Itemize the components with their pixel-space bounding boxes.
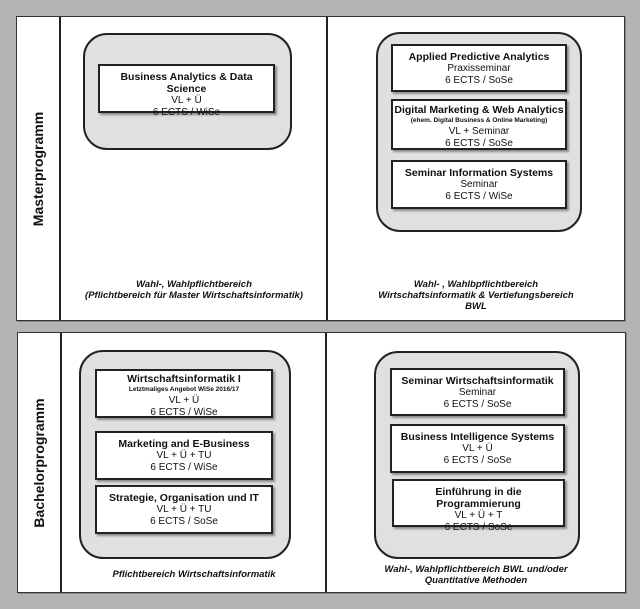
master-right-caption [328,279,624,312]
course-title: Business Intelligence Systems [400,431,555,443]
master-label: Masterprogramm [30,111,46,226]
caption-line: Wirtschaftsinformatik & Vertiefungsbereich [378,290,574,301]
caption-line: BWL [465,301,487,312]
course-title: Digital Marketing & Web Analytics [394,104,564,116]
course-format: VL + Ü [168,395,200,406]
course-card [95,431,273,480]
caption-line: Quantitative Methoden [424,575,528,586]
course-ects: 6 ECTS / WiSe [150,407,218,418]
course-card [392,479,565,533]
course-ects: 6 ECTS / SoSe [443,399,512,410]
course-ects: 6 ECTS / WiSe [445,191,513,202]
course-title: Marketing and E-Business [118,438,250,450]
master-label-column [17,17,61,320]
master-divider [326,17,328,320]
course-format: VL + Ü [171,95,202,106]
course-card [390,368,565,416]
course-ects: 6 ECTS / SoSe [445,138,513,149]
bachelor-label: Bachelorprogramm [31,397,47,528]
course-ects: 6 ECTS / WiSe [150,462,218,473]
course-title: Seminar Wirtschaftsinformatik [401,375,554,387]
course-ects: 6 ECTS / SoSe [150,516,218,527]
course-card [391,44,567,92]
course-card [98,64,275,118]
course-format: VL + Ü + TU [156,450,212,461]
course-format: Praxisseminar [447,63,511,74]
bachelor-label-column [18,333,62,592]
course-title: Applied Predictive Analytics [408,51,550,63]
course-ects: 6 ECTS / SoSe [445,75,513,86]
course-format: VL + Ü + TU [156,504,212,515]
course-note: (ehem. Digital Business & Online Marketing) [410,117,548,124]
bachelor-right-caption [328,564,624,586]
course-card [391,99,567,150]
course-card [390,424,565,473]
course-card [95,369,273,418]
master-panel [16,16,625,321]
caption-line: Wahl-, Wahlpflichtbereich BWL und/oder [384,564,568,575]
caption-line: Pflichtbereich Wirtschaftsinformatik [112,569,276,580]
bachelor-panel [17,332,626,593]
course-title: Strategie, Organisation und IT [109,492,259,504]
course-format: Seminar [458,387,497,398]
course-format: VL + Ü [462,443,493,454]
course-ects: 6 ECTS / SoSe [443,455,512,466]
caption-line: Wahl-, Wahlpflichtbereich [136,279,252,290]
course-format: Seminar [460,179,498,190]
course-title: Seminar Information Systems [404,167,554,179]
caption-line: Wahl- , Wahlbpflichtbereich [413,279,539,290]
course-card [391,160,567,209]
bachelor-divider [325,333,327,592]
course-title: Business Analytics & Data Science [120,71,253,95]
course-format: VL + Ü + T [454,510,503,521]
course-title: Einführung in die Programmierung [435,486,522,510]
master-left-caption [63,279,325,301]
course-ects: 6 ECTS / SoSe [444,522,513,533]
course-note: Letztmaliges Angebot WiSe 2016/17 [128,386,240,393]
course-card [95,485,273,534]
bachelor-left-caption [64,569,324,580]
course-ects: 6 ECTS / WiSe [152,107,221,118]
caption-line: (Pflichtbereich für Master Wirtschaftsinformatik) [85,290,303,301]
course-title: Wirtschaftsinformatik I [127,373,241,385]
course-format: VL + Seminar [448,126,510,137]
